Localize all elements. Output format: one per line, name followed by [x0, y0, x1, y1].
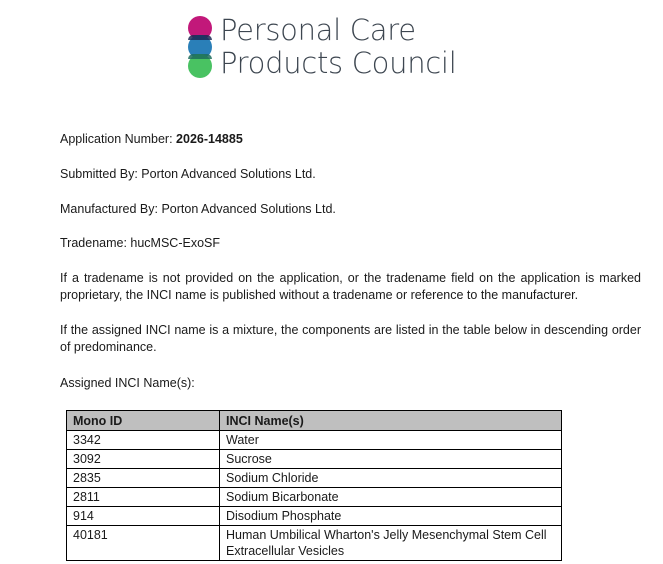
header-mono-id: Mono ID — [67, 411, 220, 431]
header-inci-names: INCI Name(s) — [220, 411, 562, 431]
table-row — [67, 469, 562, 488]
application-number-value: 2026-14885 — [176, 132, 243, 146]
inci-name-cell: Sucrose — [220, 450, 562, 469]
table-row — [67, 488, 562, 507]
manufactured-by: Manufactured By: Porton Advanced Solutions Ltd. — [60, 202, 336, 216]
inci-name-cell: Sodium Chloride — [220, 469, 562, 488]
application-number — [60, 131, 243, 148]
dot-overlap — [188, 54, 212, 59]
mono-id-cell: 2835 — [67, 469, 220, 488]
inci-table — [66, 410, 562, 561]
logo-mark-icon — [186, 16, 216, 80]
logo-wordmark — [220, 14, 456, 80]
table-header-row — [67, 411, 562, 431]
mono-id-cell: 40181 — [67, 526, 220, 561]
tradename: Tradename: hucMSC-ExoSF — [60, 236, 221, 250]
application-number-label: Application Number: — [60, 132, 173, 146]
table-row — [67, 431, 562, 450]
dot-overlap — [188, 35, 212, 40]
submitted-by: Submitted By: Porton Advanced Solutions Ltd. — [60, 167, 316, 181]
mono-id-cell: 2811 — [67, 488, 220, 507]
inci-name-cell: Water — [220, 431, 562, 450]
logo-line-2: Products Council — [220, 46, 457, 80]
table-row — [67, 507, 562, 526]
table-row — [67, 450, 562, 469]
mono-id-cell: 3342 — [67, 431, 220, 450]
assigned-inci-label: Assigned INCI Name(s): — [60, 376, 195, 390]
inci-name-cell: Disodium Phosphate — [220, 507, 562, 526]
mixture-note: If the assigned INCI name is a mixture, the components are listed in the table below in descending order of predominance. — [60, 323, 641, 354]
tradename-note: If a tradename is not provided on the application, or the tradename field on the application is marked proprietary, the INCI name is published without a tradename or reference to the manufacturer. — [60, 271, 641, 302]
pcpc-logo — [186, 13, 457, 82]
table-row — [67, 526, 562, 561]
inci-name-cell: Human Umbilical Wharton's Jelly Mesenchymal Stem Cell Extracellular Vesicles — [220, 526, 562, 561]
logo-line-1: Personal Care — [220, 13, 416, 47]
mono-id-cell: 914 — [67, 507, 220, 526]
mono-id-cell: 3092 — [67, 450, 220, 469]
inci-name-cell: Sodium Bicarbonate — [220, 488, 562, 507]
